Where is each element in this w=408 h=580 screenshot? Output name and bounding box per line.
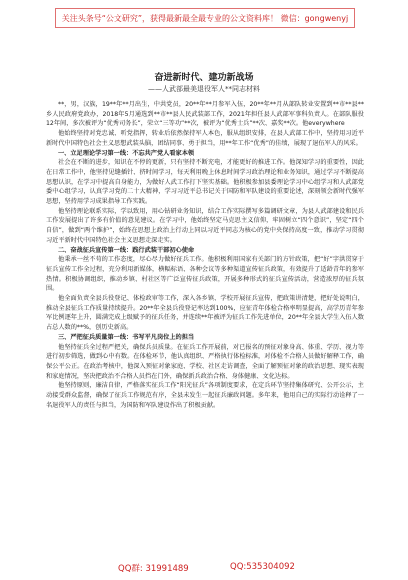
- footer-qq-number: QQ:535304092: [230, 562, 295, 572]
- footer-qq-group: QQ群: 31991489: [118, 564, 189, 574]
- page-subtitle: ——人武部最美退役军人**同志材料: [148, 85, 260, 93]
- paragraph-2a: 他秉承一丝不苟的工作态度，尽心尽力做好征兵工作。他积极利用国家有关部门的方针政策，把“好”字洪贯穿于征兵宣传工作全过程，充分利用新媒体，横幅标语、各种会议等多种渠道宣传征兵政策，有效提升了适龄青年的参军热情。积极协调组织，推动乡镇、村社区等广泛宣传征兵政策，开展多种形式的征兵宣传活动，营造浓厚的征兵氛围。: [46, 256, 364, 293]
- page-title: 奋进新时代、建功新战场: [154, 73, 254, 83]
- paragraph-3a: 他坚持征兵全过程严把关，确保兵员质量。在征兵工作开展前，对已报名的预征对象身高、体重、学历、视力等进行初步筛选，做到心中有数。在体检环节，他认真组织、严格执行体检标准，对体检不合格人员做好解释工作，确保公平公正。在政治考核中，他深入预征对象家庭、学校、社区走访调查，全面了解预征对象的政治思想、现实表现和家庭情况，坚决把政治不合格人员挡在门外，确保新兵政治合格、身体健康、文化达标。: [46, 343, 364, 380]
- section-heading-2: 二、奋战征兵宣传第一线：践行武装干部初心使命: [58, 246, 195, 254]
- section-heading-1: 一、立足理论学习第一线：不忘共产党人看家本领: [58, 149, 195, 157]
- header-banner: 关注头条号“公文研究”，获得最新最全最专业的公文资料库！ 微信：gongwenyj: [55, 8, 355, 28]
- paragraph-intro: **，男，汉族，19**年**月出生，中共党员，20**年**月参军入伍，20**年**月从部队转业安置到**市**县**乡人民政府党政办，2018年5月通选到**市**县人民武装部工作，2021年担任县人武部军事科负责人。在部队服役12年间，多次被评为“优秀司务长”，荣立“三等功”**次，被评为“优秀士兵”**次、嘉奖**次。他everywhere: [46, 101, 364, 128]
- paragraph-3b: 他坚持原则，廉洁自律，严格落实征兵工作“阳光征兵”各项制度要求，在定兵环节坚持集体研究、公开公示，主动接受群众监督，确保了征兵工作规范有序，全县未发生一起征兵廉政问题。多年来，他用自己的实际行动诠释了一名退役军人的责任与担当，为国防和军队建设作出了积极贡献。: [46, 382, 364, 409]
- section-heading-3: 三、严把征兵质量第一线：书写平凡岗位上的担当: [58, 333, 195, 341]
- paragraph-1b: 他坚持理论联系实际，学以致用，用心钻研业务知识，结合工作实际撰写多篇调研文章，为县人武部建设和民兵工作发展提出了许多有价值的意见建议。在学习中，他始终坚定马克思主义信仰，牢固树立“四个意识”，坚定“四个自信”，做到“两个维护”，始终在思想上政治上行动上同以习近平同志为核心的党中央保持高度一致，推动学习贯彻习近平新时代中国特色社会主义思想走深走实。: [46, 207, 364, 244]
- paragraph-1a: 社会在不断的进步，知识在不停的更新，只有坚持不断充电，才能更好的推进工作。他深知学习的重要性，因此在日常工作中，他坚持见缝插针、挤时间学习，每天利用晚上休息时间学习政治理论和业务知识，通过学习不断提高思想认识，在学习中提高自身能力，为做好人武工作打下坚实基础。他积极参加县委理论学习中心组学习和人武部党委中心组学习，认真学习党的二十大精神，学习习近平总书记关于国防和军队建设的重要论述，深刻领会新时代强军思想，坚持用学习成果指导工作实践。: [46, 159, 364, 206]
- paragraph-intro-2: 他始终坚持对党忠诚、听党指挥，转业后依然保持军人本色，服从组织安排，在县人武部工作中，坚持用习近平新时代中国特色社会主义思想武装头脑，团结同事、勇于担当，用**年工作“优秀”的佳绩，展现了退伍军人的风采。: [46, 130, 364, 147]
- paragraph-2b: 他全面负责全县兵役登记、体检政审等工作，深入各乡镇、学校开展征兵宣传，把政策讲清楚，把好处说明白，推动全县征兵工作质量持续提升。20**年全县兵役登记率达到100%，应征青年体检合格率明显提高，高学历青年参军比例逐年上升，圆满完成上级赋予的征兵任务，并连续**年被评为征兵工作先进单位，20**年全县大学生入伍人数占总人数的**%，创历史新高。: [46, 295, 364, 332]
- document-body: [46, 100, 364, 411]
